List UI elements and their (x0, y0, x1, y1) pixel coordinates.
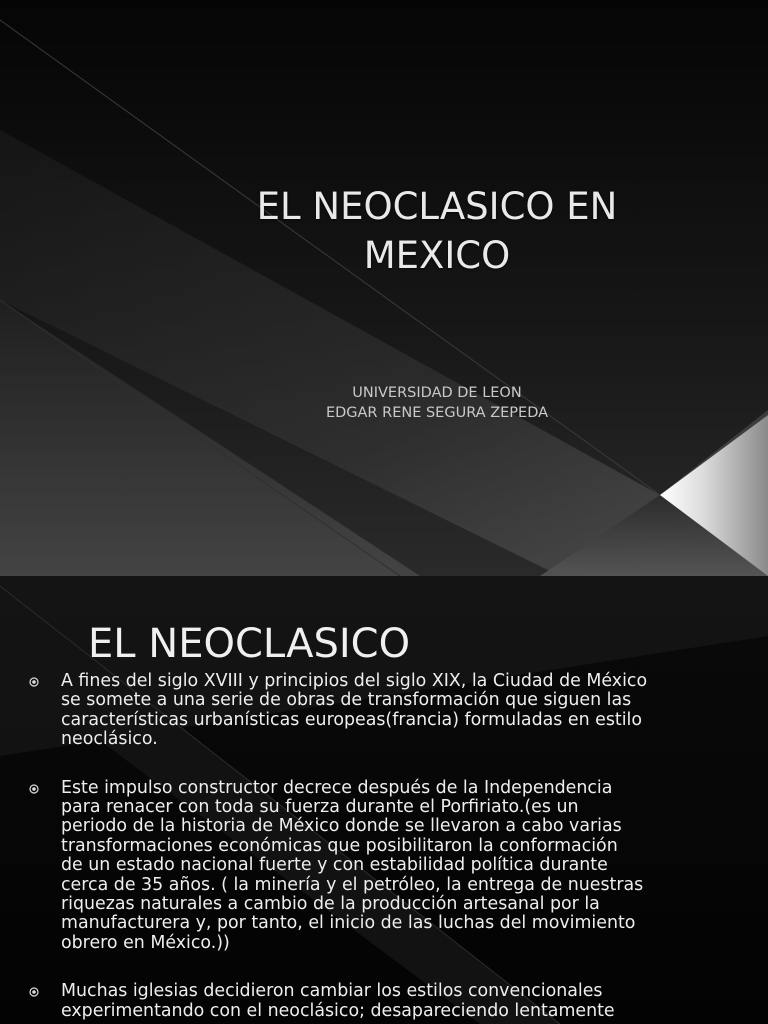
circled-dot-icon (29, 987, 39, 997)
bullet-line: neoclásico. (61, 729, 158, 750)
bullet-line: para renacer con toda su fuerza durante el Porfiriato.(es un (61, 797, 579, 818)
bullet-line: transformaciones económicas que posibilitaron la conformación (61, 835, 618, 856)
bullet-line: periodo de la historia de México donde se llevaron a cabo varias (61, 816, 622, 837)
bullet-line: experimentando con el neoclásico; desapareciendo lentamente (61, 1000, 615, 1021)
bullet-line: manufacturera y, por tanto, el inicio de las luchas del movimiento (61, 913, 636, 934)
bullet-line: A fines del siglo XVIII y principios del siglo XIX, la Ciudad de México (61, 671, 648, 691)
slide-title (210, 182, 664, 280)
subtitle-university: UNIVERSIDAD DE LEON (352, 385, 522, 401)
bullet-line: Este impulso constructor decrece después de la Independencia (61, 777, 613, 798)
title-line: MEXICO (363, 234, 511, 277)
bullet-line: obrero en México.)) (61, 932, 230, 953)
bullet-line: cerca de 35 años. ( la minería y el petróleo, la entrega de nuestras (61, 874, 644, 895)
bullet-text (61, 672, 722, 750)
bullet-text (61, 779, 722, 954)
slide-subtitle (260, 383, 614, 423)
content-slide (0, 576, 768, 1024)
slide-title: EL NEOCLASICO (88, 621, 411, 667)
bullet-line: se somete a una serie de obras de transformación que siguen las (61, 690, 632, 711)
circled-dot-icon (29, 784, 39, 794)
title-line: EL NEOCLASICO EN (256, 185, 618, 228)
bullet-line: Muchas iglesias decidieron cambiar los estilos convencionales (61, 981, 603, 1002)
bullet-item (0, 672, 768, 750)
bullet-line: características urbanísticas europeas(francia) formuladas en estilo (61, 709, 642, 730)
bullet-item (0, 779, 768, 954)
bullet-list (0, 672, 768, 1024)
bullet-line: riquezas naturales a cambio de la producción artesanal por la (61, 894, 600, 915)
bullet-text (61, 982, 722, 1021)
bullet-item (0, 982, 768, 1021)
circled-dot-icon (29, 677, 39, 687)
bullet-line: de un estado nacional fuerte y con estabilidad política durante (61, 855, 608, 876)
subtitle-author: EDGAR RENE SEGURA ZEPEDA (325, 405, 549, 421)
